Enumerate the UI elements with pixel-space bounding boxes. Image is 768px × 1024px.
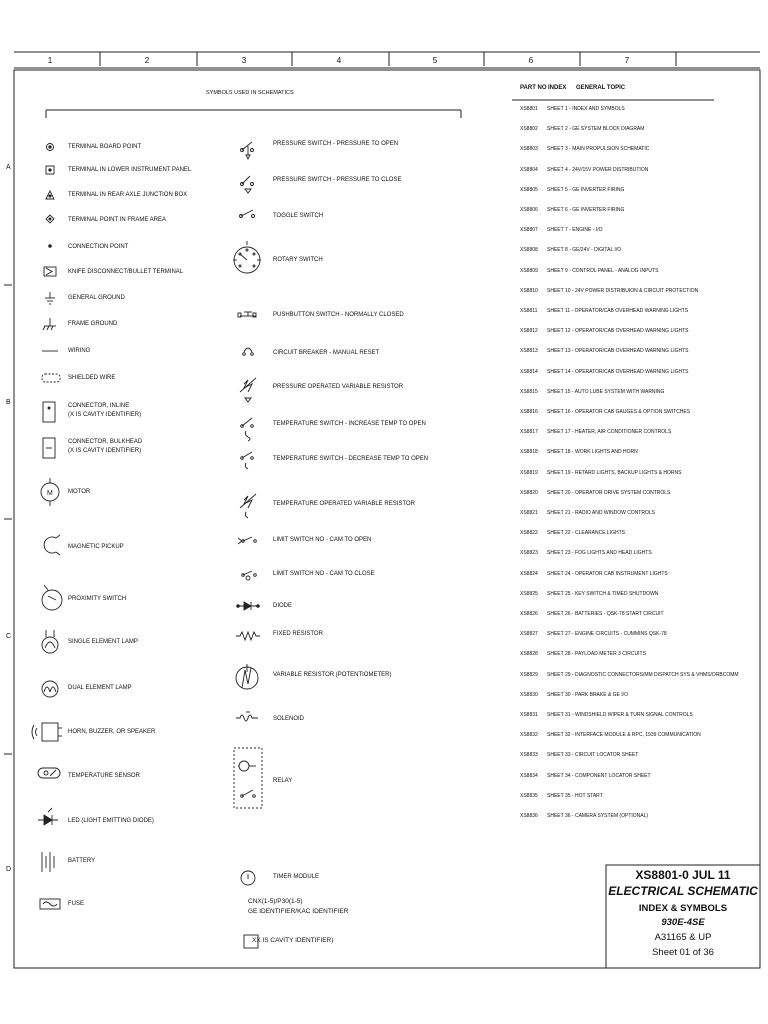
symbol-label-left: SINGLE ELEMENT LAMP xyxy=(68,639,138,645)
index-part-number: XS8832 xyxy=(520,732,538,739)
index-sheet-topic: SHEET 17 - HEATER, AIR CONDITIONER CONTROLS xyxy=(547,429,672,436)
row-letter: B xyxy=(6,399,11,406)
index-sheet-topic: SHEET 16 - OPERATOR CAB GAUGES & OPTION SWITCHES xyxy=(547,409,691,415)
symbol-label-left: TERMINAL POINT IN FRAME AREA xyxy=(68,217,167,223)
index-part-number: XS8818 xyxy=(520,449,538,456)
index-sheet-topic: SHEET 30 - PARK BRAKE & GE I/O xyxy=(547,691,628,698)
symbol-label-left-note: (X IS CAVITY IDENTIFIER) xyxy=(68,412,142,418)
index-part-number: XS8810 xyxy=(520,287,538,294)
pressure-variable-resistor-icon xyxy=(240,378,256,402)
symbol-label-left: CONNECTOR, INLINE xyxy=(68,403,130,409)
index-part-number: XS8811 xyxy=(520,308,538,314)
index-sheet-topic: SHEET 25 - KEY SWITCH & TIMED SHUTDOWN xyxy=(547,590,659,597)
symbol-label-right: LIMIT SWITCH NO - CAM TO OPEN xyxy=(273,537,372,543)
index-sheet-topic: SHEET 3 - MAIN PROPULSION SCHEMATIC xyxy=(547,146,650,153)
pressure-switch-open-icon xyxy=(241,142,254,159)
index-part-number: XS8823 xyxy=(520,550,538,557)
temp-switch-open-icon xyxy=(241,418,254,441)
title-block-sheet: Sheet 01 of 36 xyxy=(652,947,714,958)
index-sheet-topic: SHEET 2 - GE SYSTEM BLOCK DIAGRAM xyxy=(547,126,645,133)
index-part-number: XS8821 xyxy=(520,510,538,516)
symbol-label-left: TEMPERATURE SENSOR xyxy=(68,773,140,779)
symbol-label-left: SHIELDED WIRE xyxy=(68,375,116,381)
index-sheet-topic: SHEET 27 - ENGINE CIRCUITS - CUMMINS QSK-78 xyxy=(547,631,667,638)
index-part-number: XS8835 xyxy=(520,792,538,799)
index-part-number: XS8822 xyxy=(520,530,538,537)
symbol-label-left: PROXIMITY SWITCH xyxy=(68,596,127,602)
index-sheet-topic: SHEET 15 - AUTO LUBE SYSTEM WITH WARNING xyxy=(547,388,665,395)
limit-switch-open-icon xyxy=(238,537,256,544)
index-sheet-topic: SHEET 28 - PAYLOAD METER 3 CIRCUITS xyxy=(547,651,646,658)
index-header-topic: GENERAL TOPIC xyxy=(576,85,626,91)
index-part-number: XS8831 xyxy=(520,712,538,718)
diode-icon xyxy=(237,602,260,610)
index-sheet-topic: SHEET 8 - GE/24V - DIGITAL I/O xyxy=(547,247,622,254)
cavity-note: XX IS CAVITY IDENTIFIER) xyxy=(252,937,334,944)
index-part-number: XS8829 xyxy=(520,671,538,678)
title-block-model: 930E-4SE xyxy=(661,917,705,928)
index-sheet-topic: SHEET 13 - OPERATOR/CAB OVERHEAD WARNING LIGHTS xyxy=(547,348,689,355)
index-part-number: XS8814 xyxy=(520,368,538,375)
symbol-label-left: TERMINAL IN REAR AXLE JUNCTION BOX xyxy=(68,192,188,198)
index-sheet-topic: SHEET 24 - OPERATOR CAB INSTRUMENT LIGHTS xyxy=(547,570,668,577)
index-sheet-topic: SHEET 4 - 24V/15V POWER DISTRIBUTION xyxy=(547,166,649,173)
index-sheet-topic: SHEET 26 - BATTERIES - QSK-78 START CIRCUIT xyxy=(547,611,664,617)
index-part-number: XS8805 xyxy=(520,186,538,193)
index-part-number: XS8827 xyxy=(520,631,538,638)
symbol-label-left: FUSE xyxy=(68,901,85,907)
index-header-part: PART NO xyxy=(520,85,547,91)
index-header-index: INDEX xyxy=(548,85,567,91)
index-part-number: XS8820 xyxy=(520,489,538,496)
index-part-number: XS8824 xyxy=(520,570,538,577)
symbol-label-right: SOLENOID xyxy=(273,716,305,722)
index-sheet-topic: SHEET 29 - DIAGNOSTIC CONNECTORS/MM DISPATCH SYS & VHMS/ORBCOMM xyxy=(547,671,739,678)
column-number: 2 xyxy=(144,56,150,65)
potentiometer-icon xyxy=(236,664,258,689)
index-part-number: XS8817 xyxy=(520,429,538,436)
index-part-number: XS8807 xyxy=(520,227,538,234)
symbol-label-left-note: (X IS CAVITY IDENTIFIER) xyxy=(68,448,142,454)
symbol-label-left: MOTOR xyxy=(68,489,91,495)
index-sheet-topic: SHEET 10 - 24V POWER DISTRIBUION & CIRCUIT PROTECTION xyxy=(547,287,699,294)
limit-switch-close-icon xyxy=(242,571,257,580)
pressure-switch-close-icon xyxy=(241,176,254,193)
symbol-label-left: TERMINAL IN LOWER INSTRUMENT PANEL xyxy=(68,167,192,173)
column-number: 4 xyxy=(336,56,342,65)
index-sheet-topic: SHEET 1 - INDEX AND SYMBOLS xyxy=(547,106,625,112)
index-part-number: XS8834 xyxy=(520,772,538,779)
index-sheet-topic: SHEET 11 - OPERATOR/CAB OVERHEAD WARNING LIGHTS xyxy=(547,308,689,314)
timer-module-icon xyxy=(241,871,255,885)
symbol-label-right: TEMPERATURE SWITCH - DECREASE TEMP TO OPEN xyxy=(273,456,429,462)
symbol-label-left: TERMINAL BOARD POINT xyxy=(68,144,142,150)
index-part-number: XS8826 xyxy=(520,611,538,617)
index-sheet-topic: SHEET 18 - WORK LIGHTS AND HORN xyxy=(547,449,638,456)
row-letter: A xyxy=(6,164,11,171)
index-part-number: XS8801 xyxy=(520,106,538,112)
symbol-label-left: HORN, BUZZER, OR SPEAKER xyxy=(68,729,156,735)
symbol-label-left: MAGNETIC PICKUP xyxy=(68,544,124,550)
symbol-label-left: FRAME GROUND xyxy=(68,321,118,327)
index-sheet-topic: SHEET 34 - COMPONENT LOCATOR SHEET xyxy=(547,772,651,779)
symbol-label-right: PRESSURE SWITCH - PRESSURE TO CLOSE xyxy=(273,177,402,183)
index-sheet-topic: SHEET 22 - CLEARANCE LIGHTS xyxy=(547,530,625,537)
symbol-label-left: WIRING xyxy=(68,348,91,354)
title-block-subtitle: INDEX & SYMBOLS xyxy=(638,903,728,914)
index-sheet-topic: SHEET 6 - GE INVERTER FIRING xyxy=(547,207,625,213)
index-sheet-topic: SHEET 9 - CONTROL PANEL - ANALOG INPUTS xyxy=(547,267,659,274)
pushbutton-switch-icon xyxy=(238,312,256,317)
solenoid-icon xyxy=(236,712,258,721)
index-sheet-topic: SHEET 19 - RETARD LIGHTS, BACKUP LIGHTS & HORNS xyxy=(547,469,682,476)
symbol-label-right: PRESSURE OPERATED VARIABLE RESISTOR xyxy=(273,384,404,390)
index-sheet-topic: SHEET 21 - RADIO AND WINDOW CONTROLS xyxy=(547,510,655,516)
index-sheet-topic: SHEET 31 - WINDSHIELD WIPER & TURN SIGNAL CONTROLS xyxy=(547,712,693,718)
index-part-number: XS8819 xyxy=(520,469,538,476)
symbol-label-left: LED (LIGHT EMITTING DIODE) xyxy=(68,818,154,824)
index-sheet-topic: SHEET 14 - OPERATOR/CAB OVERHEAD WARNING LIGHTS xyxy=(547,368,689,375)
row-letter: C xyxy=(6,633,12,640)
symbol-label-right: FIXED RESISTOR xyxy=(273,631,323,637)
row-letter: D xyxy=(6,866,12,873)
symbol-label-left: GENERAL GROUND xyxy=(68,295,125,301)
symbol-label-left: CONNECTOR, BULKHEAD xyxy=(68,439,143,445)
column-number: 5 xyxy=(432,56,438,65)
column-number: 7 xyxy=(624,56,630,65)
symbol-label-left: CONNECTION POINT xyxy=(68,244,129,250)
symbol-label-right: TIMER MODULE xyxy=(273,874,320,880)
index-sheet-topic: SHEET 20 - OPERATOR DRIVE SYSTEM CONTROLS xyxy=(547,489,671,496)
symbol-label-right: DIODE xyxy=(273,603,293,609)
index-part-number: XS8836 xyxy=(520,813,538,819)
index-part-number: XS8825 xyxy=(520,590,538,597)
symbol-label-right: CIRCUIT BREAKER - MANUAL RESET xyxy=(273,350,380,356)
index-part-number: XS8809 xyxy=(520,267,538,274)
index-part-number: XS8815 xyxy=(520,388,538,395)
index-part-number: XS8833 xyxy=(520,752,538,759)
title-block-serial: A31165 & UP xyxy=(654,932,712,943)
index-part-number: XS8803 xyxy=(520,146,538,153)
relay-icon xyxy=(234,748,262,808)
symbols-title: SYMBOLS USED IN SCHEMATICS xyxy=(206,90,294,96)
symbol-label-right: TEMPERATURE SWITCH - INCREASE TEMP TO OPEN xyxy=(273,421,426,427)
title-block-number: XS8801-0 JUL 11 xyxy=(635,868,731,882)
index-sheet-topic: SHEET 23 - FOG LIGHTS AND HEAD LIGHTS xyxy=(547,550,652,557)
symbol-label-right: RELAY xyxy=(273,778,293,784)
column-number: 3 xyxy=(241,56,247,65)
index-part-number: XS8812 xyxy=(520,328,538,335)
symbol-label-left: BATTERY xyxy=(68,858,96,864)
symbol-label-left: KNIFE DISCONNECT/BULLET TERMINAL xyxy=(68,269,184,275)
index-part-number: XS8802 xyxy=(520,126,538,133)
symbol-label-right: PRESSURE SWITCH - PRESSURE TO OPEN xyxy=(273,141,399,147)
symbol-label-right: ROTARY SWITCH xyxy=(273,257,323,263)
index-sheet-topic: SHEET 12 - OPERATOR/CAB OVERHEAD WARNING LIGHTS xyxy=(547,328,689,335)
rotary-switch-icon xyxy=(233,241,261,273)
symbol-label-left: DUAL ELEMENT LAMP xyxy=(68,685,132,691)
index-part-number: XS8830 xyxy=(520,691,538,698)
index-part-number: XS8813 xyxy=(520,348,538,355)
index-part-number: XS8808 xyxy=(520,247,538,254)
fixed-resistor-icon xyxy=(236,632,260,640)
symbol-label-right: PUSHBUTTON SWITCH - NORMALLY CLOSED xyxy=(273,312,404,318)
symbol-label-right: LIMIT SWITCH NO - CAM TO CLOSE xyxy=(273,571,375,577)
index-sheet-topic: SHEET 7 - ENGINE - I/O xyxy=(547,227,603,234)
symbol-label-right: TEMPERATURE OPERATED VARIABLE RESISTOR xyxy=(273,501,415,507)
cnx-note-line2: GE IDENTIFIER/KAC IDENTIFIER xyxy=(248,908,349,915)
index-sheet-topic: SHEET 35 - HOT START xyxy=(547,792,603,799)
temp-switch-decrease-icon xyxy=(241,452,254,469)
index-sheet-topic: SHEET 36 - CAMERA SYSTEM (OPTIONAL) xyxy=(547,813,649,819)
index-part-number: XS8804 xyxy=(520,166,538,173)
index-part-number: XS8806 xyxy=(520,207,538,213)
index-part-number: XS8816 xyxy=(520,409,538,415)
temp-variable-resistor-icon xyxy=(240,494,256,518)
symbol-label-right: VARIABLE RESISTOR (POTENTIOMETER) xyxy=(273,672,392,678)
circuit-breaker-icon xyxy=(243,348,254,355)
index-sheet-topic: SHEET 5 - GE INVERTER FIRING xyxy=(547,186,625,193)
column-number: 1 xyxy=(47,56,53,65)
index-part-number: XS8828 xyxy=(520,651,538,658)
symbol-label-right: TOGGLE SWITCH xyxy=(273,213,324,219)
cnx-note-line1: CNX(1-5)/P30(1-5) xyxy=(248,898,303,905)
index-sheet-topic: SHEET 32 - INTERFACE MODULE & RPC, 1939 COMMUNICATION xyxy=(547,732,701,739)
svg-text:M: M xyxy=(47,490,53,497)
index-sheet-topic: SHEET 33 - CIRCUIT LOCATOR SHEET xyxy=(547,752,639,759)
title-block-title: ELECTRICAL SCHEMATIC xyxy=(608,884,758,898)
toggle-switch-icon xyxy=(240,210,255,218)
column-number: 6 xyxy=(528,56,534,65)
